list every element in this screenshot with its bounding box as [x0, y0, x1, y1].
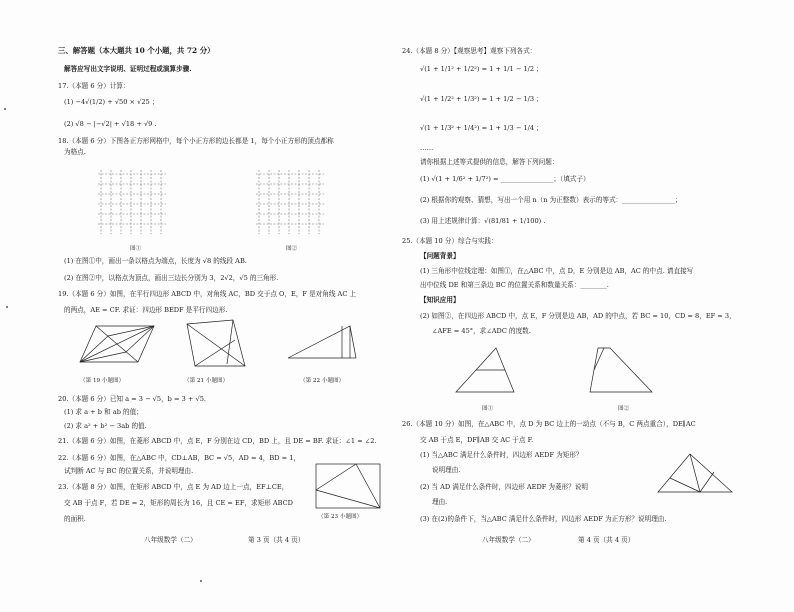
q24-equation-1: √(1 + 1/1² + 1/2²) = 1 + 1/1 − 1/2 ；: [420, 65, 543, 73]
figure-22-caption: （第 22 小题图）: [300, 378, 345, 384]
q26-part3: (3) 在(2)的条件下，当△ABC 满足什么条件时，四边形 AEDF 为正方形？说明理由.: [420, 515, 667, 523]
q17-part2: (2) √8 − |−√2| + √18 + √9 .: [64, 120, 157, 128]
q26-heading-cont: 交 AB 于点 E，DF∥AB 交 AC 于点 F.: [420, 436, 534, 444]
footer-right-page: 第 4 页（共 4 页）: [578, 536, 635, 544]
figure-19-caption: （第 19 小题图）: [80, 378, 125, 384]
q24-part3: (3) 用上述规律计算：√(81/81 + 1/100) .: [420, 217, 546, 225]
q24-ellipsis: ……: [420, 144, 434, 152]
q26-heading: 26.（本题 10 分）如图，在△ABC 中，点 D 为 BC 边上的一动点（不与 B，C 两点重合），DE∥AC: [402, 420, 696, 428]
figure-23-rectangle: [312, 460, 386, 512]
figure-23-caption: （第 23 小题图）: [318, 514, 363, 520]
q24-prompt: 请你根据上述等式提供的信息，解答下列问题：: [420, 158, 559, 166]
q18-part2: (2) 在图②中，以格点为顶点，画出三边长分别为 3，2√2，√5 的三角形.: [64, 274, 279, 282]
q17-heading: 17.（本题 6 分）计算：: [58, 82, 130, 90]
q21-text: 21.（本题 6 分）如图，在菱形 ABCD 中，点 E，F 分别在边 CD，BD 上，且 DE = BF. 求证：∠1 = ∠2.: [58, 437, 377, 445]
q25-application: 【知识应用】: [420, 296, 460, 304]
q25-heading: 25.（本题 10 分）综合与实践：: [402, 237, 498, 245]
section-title: 三、解答题（本大题共 10 个小题，共 72 分）: [58, 46, 215, 55]
q20-part1: (1) 求 a + b 和 ab 的值；: [64, 408, 143, 416]
q25-part2-cont: ∠AFE = 45°，求∠ADC 的度数.: [432, 327, 531, 335]
figure-22-triangle: [286, 322, 366, 368]
scan-speck: [6, 306, 8, 308]
footer-right-name: 八年级数学（二）: [482, 536, 535, 544]
q26-part1: (1) 当△ABC 满足什么条件时，四边形 AEDF 为矩形？: [420, 451, 583, 459]
grid-figure-2: [254, 168, 332, 238]
footer-left-name: 八年级数学（二）: [144, 536, 197, 544]
scan-speck: [200, 580, 202, 582]
q20-part2: (2) 求 a² + b² − 3ab 的值.: [64, 422, 147, 430]
q24-part1: (1) √(1 + 1/6² + 1/7²) = ________________；（填式子）: [420, 175, 590, 183]
figure-25-label-1: 图①: [482, 406, 494, 412]
q25-part2: (2) 如图②，在四边形 ABCD 中，点 E，F 分别是边 AB，AD 的中点，若 BC = 10，CD = 8，EF = 3，: [420, 312, 736, 320]
footer-left-page: 第 3 页（共 4 页）: [248, 536, 305, 544]
q22-heading: 22.（本题 6 分）如图，在△ABC 中，CD⊥AB，BC = √5，AD = 4，BD = 1，: [58, 454, 300, 462]
q26-part2-cont: 理由.: [432, 498, 448, 506]
q25-background: 【问题背景】: [420, 252, 460, 260]
q24-equation-3: √(1 + 1/3² + 1/4²) = 1 + 1/3 − 1/4 ；: [420, 124, 543, 132]
figure-21-caption: （第 21 小题图）: [184, 378, 229, 384]
instruction: 解答应写出文字说明、证明过程或演算步骤.: [64, 65, 192, 73]
q24-equation-2: √(1 + 1/2² + 1/3²) = 1 + 1/2 − 1/3 ；: [420, 95, 543, 103]
q19-heading: 19.（本题 6 分）如图，在平行四边形 ABCD 中，对角线 AC，BD 交于点 O，E，F 是对角线 AC 上: [58, 290, 357, 298]
grid-figure-2-label: 图②: [286, 246, 298, 252]
q19-heading-cont: 的两点，AE = CF. 求证：四边形 BEDF 是平行四边形.: [64, 306, 228, 314]
grid-figure-1-label: 图①: [130, 246, 142, 252]
q18-heading: 18.（本题 6 分）下图各正方形网格中，每个小正方形的边长都是 1，每个小正方形的顶点都称: [58, 137, 334, 145]
grid-figure-1: [96, 168, 174, 238]
q25-part1: (1) 三角形中位线定理：如图①，在△ABC 中，点 D，E 分别是边 AB，AC 的中点. 请直接写: [420, 267, 694, 275]
q18-part1: (1) 在图①中，画出一条以格点为端点，长度为 √8 的线段 AB.: [64, 257, 247, 265]
q22-part2: 试判断 AC 与 BC 的位置关系，并说明理由.: [64, 467, 194, 475]
q24-part2: (2) 根据你的观察、猜想，写出一个用 n（n 为正整数）表示的等式：________________；: [420, 196, 682, 204]
q25-part1-cont: 出中位线 DE 和第三条边 BC 的位置关系和数量关系：________.: [420, 281, 609, 289]
figure-25-label-2: 图②: [618, 406, 630, 412]
scan-speck: [4, 108, 6, 110]
q18-heading-cont: 为格点.: [64, 148, 86, 156]
q26-part2: (2) 当 AD 满足什么条件时，四边形 AEDF 为菱形？说明: [420, 483, 588, 491]
figure-25-quadrilateral: [588, 344, 658, 396]
figure-21-rhombus: [183, 318, 249, 370]
q23-heading: 23.（本题 8 分）如图，在矩形 ABCD 中，点 E 为 AD 边上一点，EF⊥CE，: [58, 483, 289, 491]
q23-part2: 交 AB 于点 F，若 DE = 2，矩形的周长为 16，且 CE = EF，求矩形 ABCD: [64, 499, 293, 507]
figure-25-triangle: [452, 344, 518, 396]
q23-part3: 的面积.: [64, 515, 86, 523]
figure-19-parallelogram: [78, 322, 158, 368]
q26-part1-cont: 说明理由.: [432, 466, 461, 474]
q17-part1: (1) −4√(1/2) + √50 × √25 ；: [64, 98, 159, 106]
figure-26-triangle: [656, 450, 736, 498]
q24-heading: 24.（本题 8 分）【观察思考】观察下列各式：: [402, 47, 537, 55]
q20-heading: 20.（本题 6 分）已知 a = 3 − √5，b = 3 + √5.: [58, 395, 207, 403]
